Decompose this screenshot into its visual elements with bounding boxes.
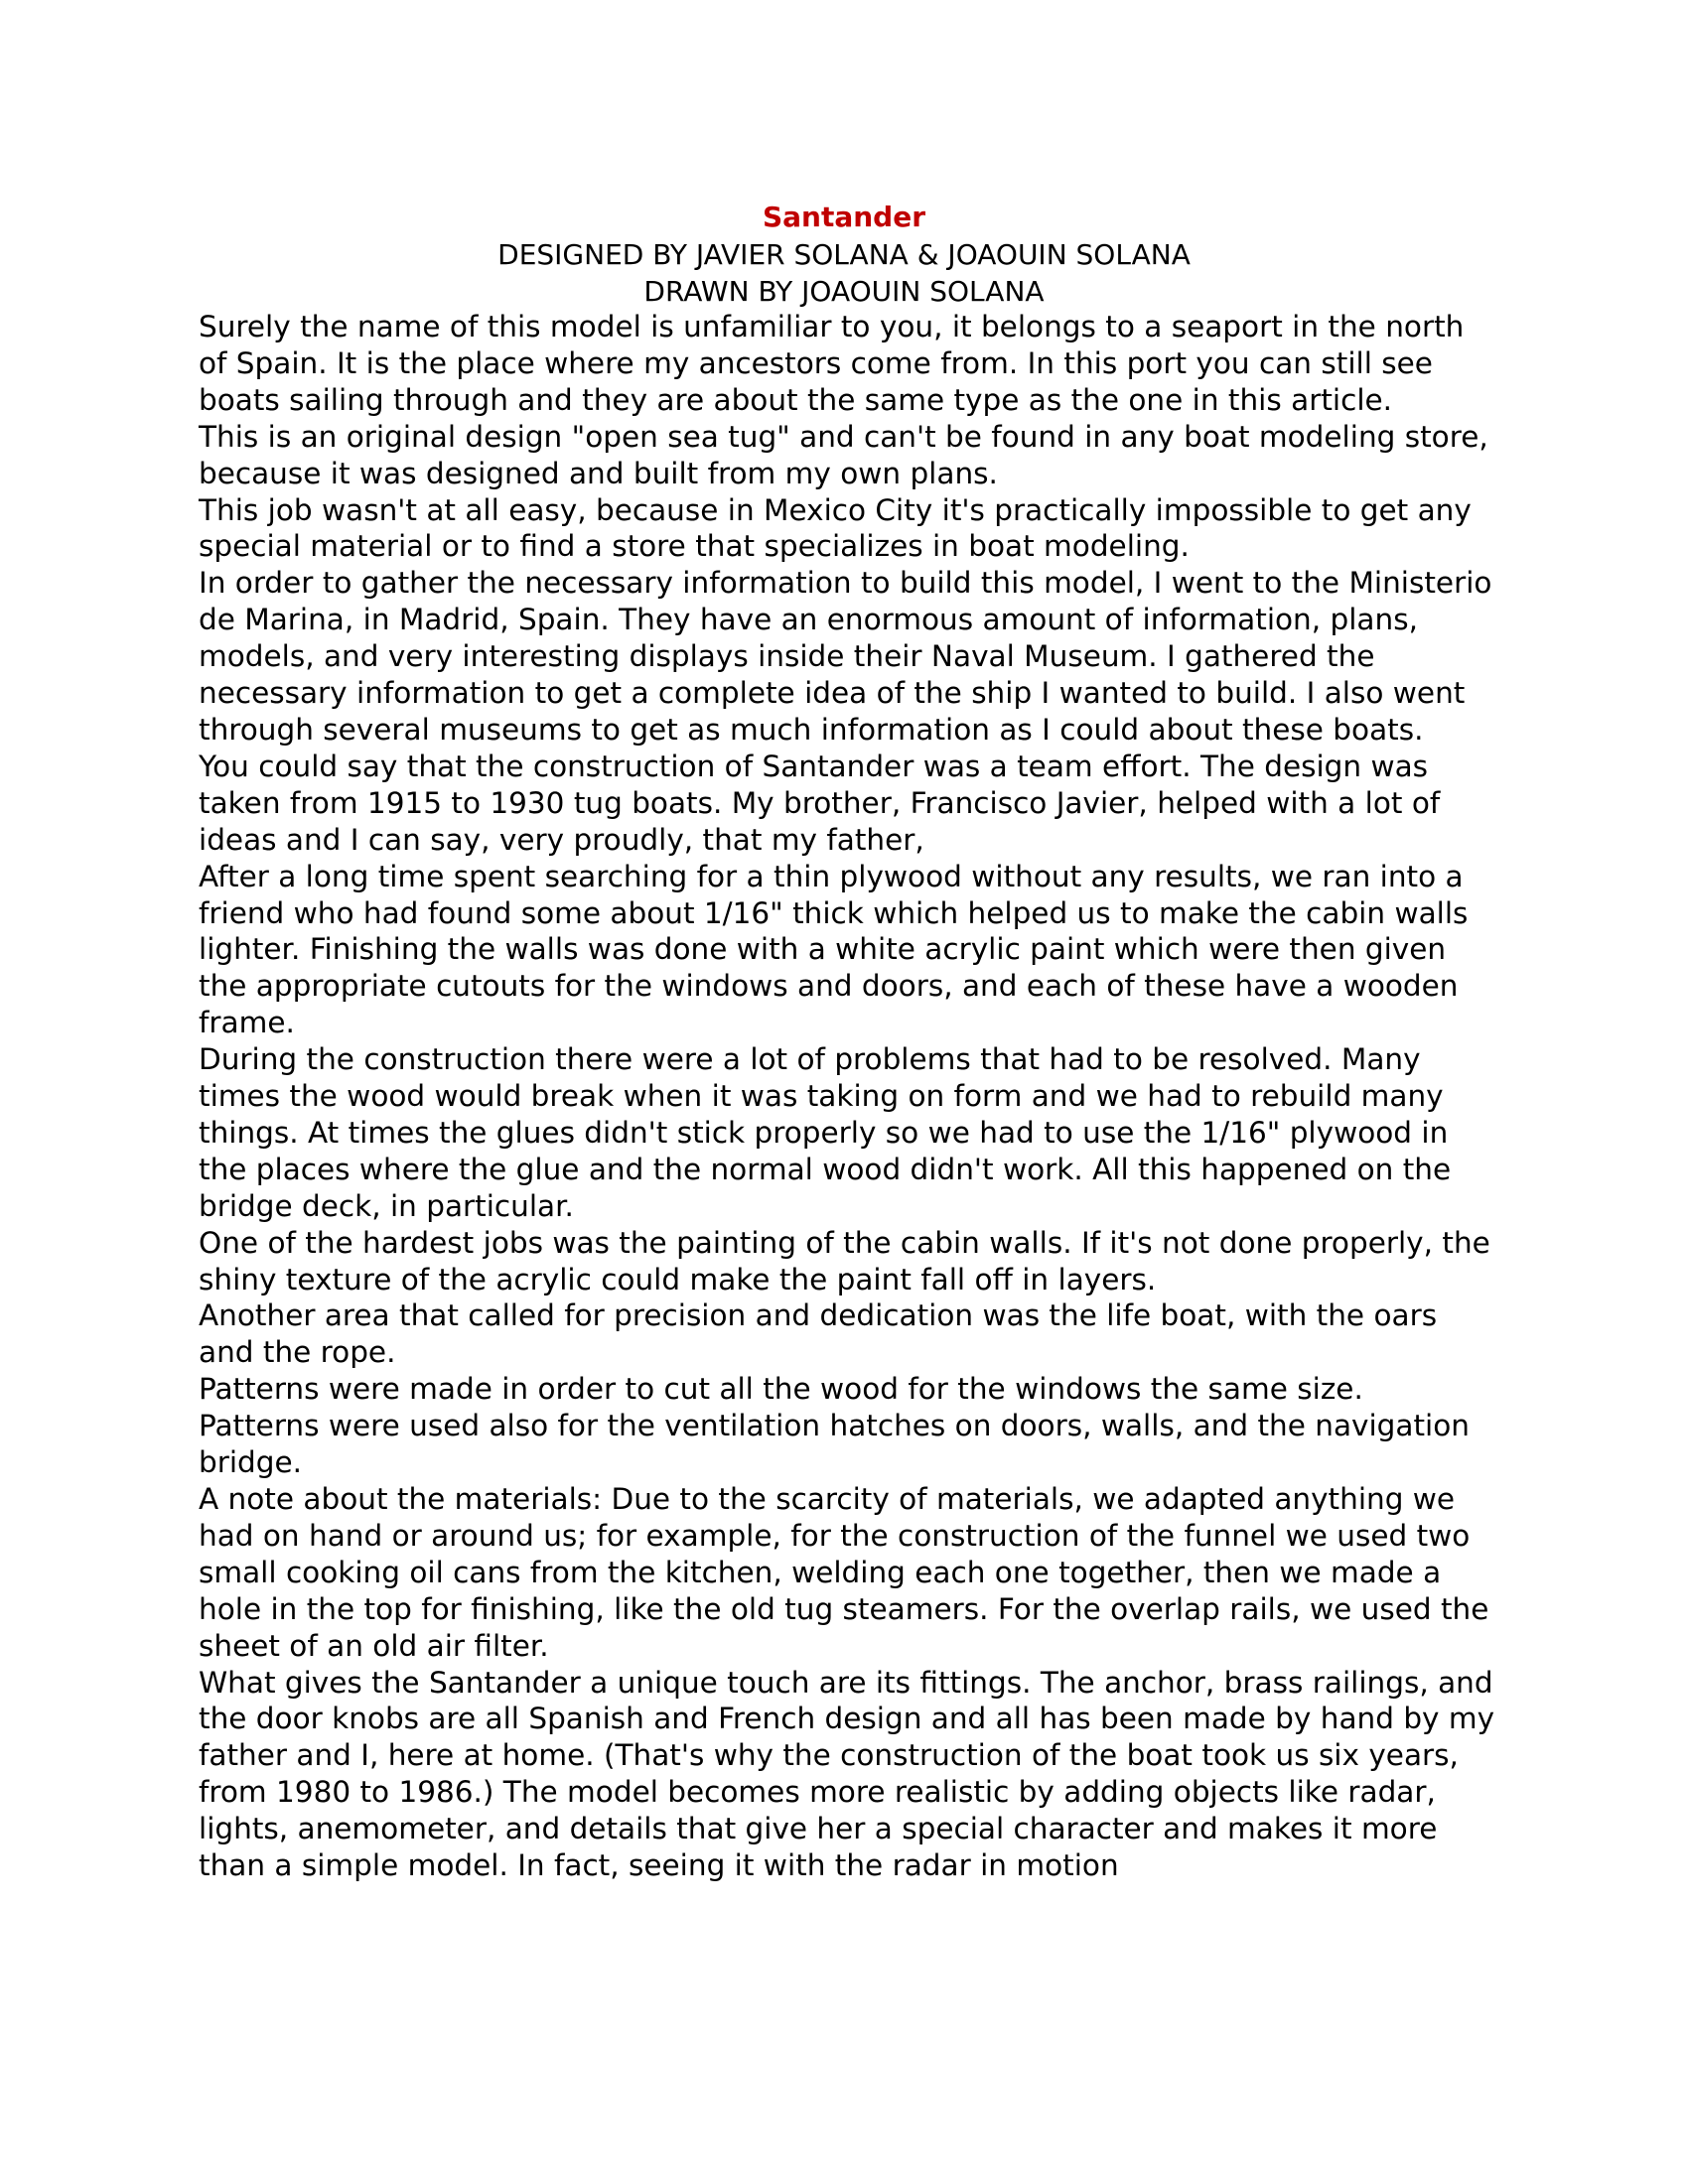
paragraph: In order to gather the necessary information to build this model, I went to the Ministerio de Marina, in Madrid, Spain. They have an enormous amount of information, plans, models, and very interesting displays inside their Naval Museum. I gathered the necessary information to get a complete idea of the ship I wanted to build. I also went through several museums to get as much information as I could about these boats.	[199, 566, 1492, 747]
paragraph: Patterns were used also for the ventilation hatches on doors, walls, and the navigation bridge.	[199, 1409, 1470, 1480]
paragraph: Patterns were made in order to cut all the wood for the windows the same size.	[199, 1372, 1363, 1407]
drawing-credit: DRAWN BY JOAOUIN SOLANA	[643, 275, 1045, 308]
paragraph: This is an original design "open sea tug" and can't be found in any boat modeling store, because it was designed and built from my own plans.	[199, 419, 1488, 490]
paragraph: Another area that called for precision and dedication was the life boat, with the oars and the rope.	[199, 1298, 1438, 1370]
article-body	[199, 309, 1499, 1884]
paragraph: Surely the name of this model is unfamiliar to you, it belongs to a seaport in the north of Spain. It is the place where my ancestors come from. In this port you can still see boats sailing through and they are about the same type as the one in this article.	[199, 310, 1465, 417]
paragraph: A note about the materials: Due to the scarcity of materials, we adapted anything we had on hand or around us; for example, for the construction of the funnel we used two small cooking oil cans from the kitchen, welding each one together, then we made a hole in the top for finishing, like the old tug steamers. For the overlap rails, we used the sheet of an old air filter.	[199, 1482, 1489, 1663]
article-title: Santander	[762, 201, 926, 233]
paragraph: One of the hardest jobs was the painting of the cabin walls. If it's not done properly, the shiny texture of the acrylic could make the paint fall off in layers.	[199, 1225, 1490, 1297]
designer-credit: DESIGNED BY JAVIER SOLANA & JOAOUIN SOLANA	[497, 238, 1191, 271]
paragraph: You could say that the construction of Santander was a team effort. The design was taken from 1915 to 1930 tug boats. My brother, Francisco Javier, helped with a lot of ideas and I can say, very proudly, that my father,	[199, 749, 1441, 857]
paragraph: This job wasn't at all easy, because in Mexico City it's practically impossible to get any special material or to find a store that specializes in boat modeling.	[199, 492, 1472, 564]
paragraph: During the construction there were a lot of problems that had to be resolved. Many times the wood would break when it was taking on form and we had to rebuild many things. At times the glues didn't stick properly so we had to use the 1/16" plywood in the places where the glue and the normal wood didn't work. All this happened on the bridge deck, in particular.	[199, 1042, 1452, 1223]
article-header	[0, 199, 1688, 310]
paragraph: What gives the Santander a unique touch are its fittings. The anchor, brass railings, and the door knobs are all Spanish and French design and all has been made by hand by my father and I, here at home. (That's why the construction of the boat took us six years, from 1980 to 1986.) The model becomes more realistic by adding objects like radar, lights, anemometer, and details that give her a special character and makes it more than a simple model. In fact, seeing it with the radar in motion	[199, 1665, 1495, 1883]
paragraph: After a long time spent searching for a thin plywood without any results, we ran into a friend who had found some about 1/16" thick which helped us to make the cabin walls lighter. Finishing the walls was done with a white acrylic paint which were then given the appropriate cutouts for the windows and doors, and each of these have a wooden frame.	[199, 859, 1469, 1040]
